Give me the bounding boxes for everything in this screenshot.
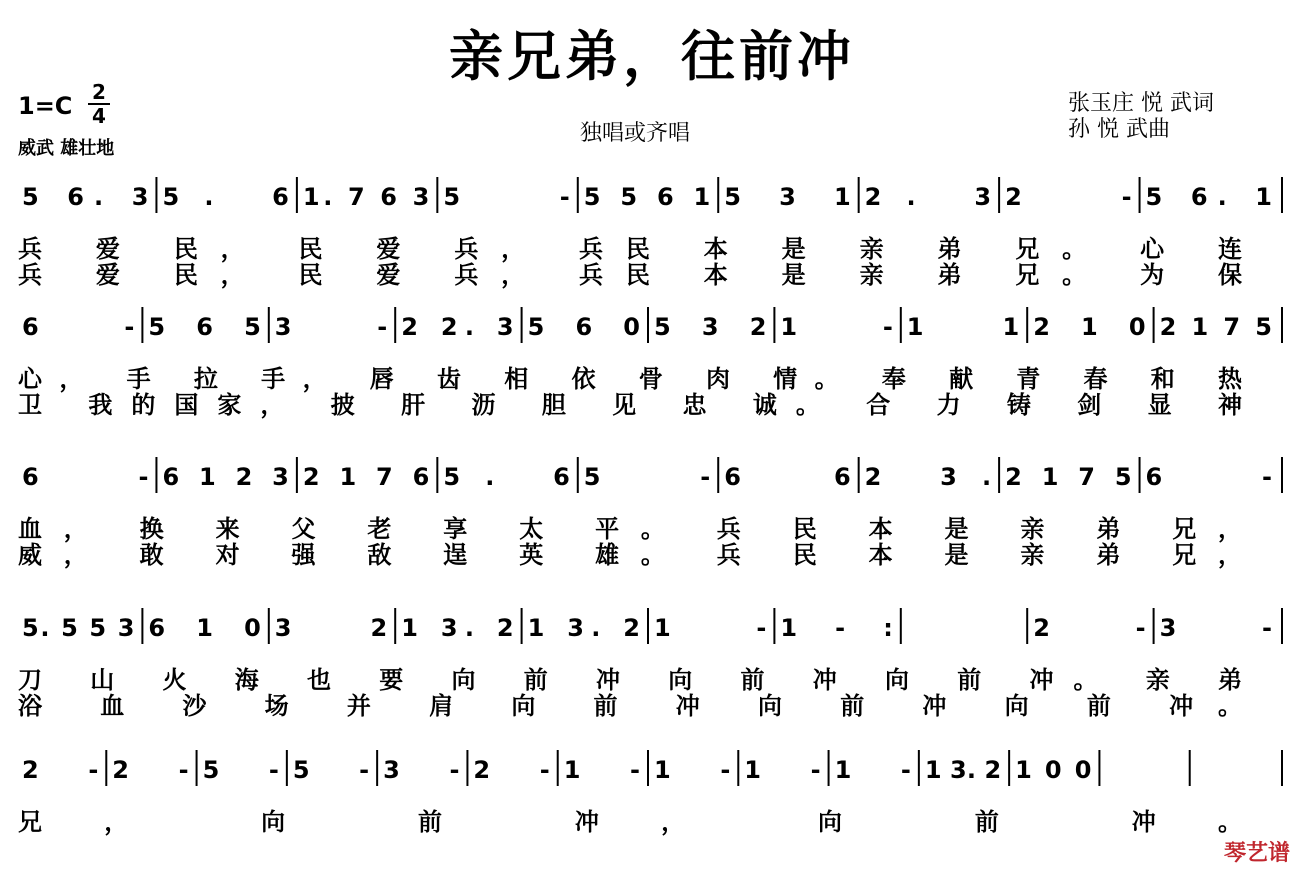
score-row xyxy=(18,177,1282,289)
lyric-line: 心， 手 拉 手， 唇 齿 相 依 骨 肉 情。 奉 献 青 春 和 热 xyxy=(18,365,1243,393)
measure-notes: 1 - xyxy=(744,756,821,784)
measure-notes: 1. 7 6 3 xyxy=(302,183,430,211)
measure-notes: 1 - xyxy=(780,313,893,341)
time-bottom: 4 xyxy=(92,104,106,128)
key-signature: 1=C xyxy=(18,92,73,120)
measure-notes: 2 - xyxy=(112,756,189,784)
measure-notes: 5 - xyxy=(292,756,370,784)
measure-notes: 1 3. 2 xyxy=(527,614,640,642)
measure-notes: 6 - xyxy=(22,463,149,491)
measure-notes: 5 6 0 xyxy=(527,313,640,341)
measure-notes: 1 - xyxy=(834,756,911,784)
score-row xyxy=(18,457,1282,569)
measure-notes: 2 1 7 5 xyxy=(1005,463,1132,491)
tempo-marking: 威武 雄壮地 xyxy=(18,138,115,159)
measure-notes: 2 2. 3 xyxy=(401,313,514,341)
measure-notes: 1 - xyxy=(563,756,640,784)
lyric-line: 兄， 向 前 冲， 向 前 冲。 xyxy=(18,808,1242,836)
page-title: 亲兄弟，往前冲 xyxy=(449,25,855,88)
measure-notes: 1 - : xyxy=(780,614,893,642)
score-row xyxy=(18,608,1282,720)
measure-notes: 1 - xyxy=(654,614,767,642)
lyric-line: 兵 爱 民， 民 爱 兵， 兵民 本 是 亲 弟 兄。 为 保 xyxy=(18,261,1242,289)
measure-notes: 2 - xyxy=(1005,183,1132,211)
measure-notes: 2 - xyxy=(22,756,99,784)
measure-notes: 5 5 6 1 xyxy=(583,183,711,211)
measure-notes: 5 6. 1 xyxy=(1145,183,1272,211)
watermark-logo: 琴艺谱 xyxy=(1223,841,1290,866)
measure-notes: 2 - xyxy=(473,756,550,784)
measure-notes: 6 6 xyxy=(724,463,851,491)
measure-notes: 1 1 xyxy=(906,313,1020,341)
measure-notes: 2 1 0 xyxy=(1033,313,1146,341)
measure-notes: 5. 6 xyxy=(443,463,570,491)
measure-notes: 6 - xyxy=(22,313,135,341)
measure-notes: 3 - xyxy=(274,313,388,341)
lyric-line: 血， 换 来 父 老 享 太 平。 兵 民 本 是 亲 弟 兄， xyxy=(18,515,1243,543)
performance-note: 独唱或齐唱 xyxy=(580,121,691,146)
measure-notes: 2 1 7 6 xyxy=(302,463,430,491)
lyric-line: 兵 爱 民， 民 爱 兵， 兵民 本 是 亲 弟 兄。 心 连 xyxy=(18,235,1242,263)
measure-notes: 6 - xyxy=(1145,463,1272,491)
measure-notes: 5. 5 5 3 xyxy=(22,614,135,642)
measure-notes: 5. 6 xyxy=(162,183,289,211)
score-row xyxy=(18,750,1282,836)
lyric-line: 威， 敢 对 强 敌 逞 英 雄。 兵 民 本 是 亲 弟 兄， xyxy=(18,541,1243,569)
measure-notes: 6 1 2 3 xyxy=(162,463,289,491)
lyricist-credit: 张玉庄 悦 武词 xyxy=(1068,91,1214,116)
measure-notes: 3 - xyxy=(383,756,460,784)
measure-notes: 1 3. 2 xyxy=(401,614,514,642)
measure-notes: 3 2 xyxy=(274,614,388,642)
score-row xyxy=(18,307,1282,419)
measure-notes: 5 6 5 xyxy=(148,313,261,341)
measure-notes: 5 - xyxy=(443,183,570,211)
measure-notes: 5 - xyxy=(583,463,711,491)
composer-credit: 孙 悦 武曲 xyxy=(1068,117,1170,142)
lyric-line: 浴 血 沙 场 并 肩 向 前 冲 向 前 冲 向 前 冲。 xyxy=(18,692,1242,720)
measure-notes: 2 3. xyxy=(864,463,992,491)
measure-notes: 2. 3 xyxy=(864,183,992,211)
lyric-line: 卫 我的国家， 披 肝 沥 胆 见 忠 诚。 合 力 铸 剑 显 神 xyxy=(18,391,1242,419)
measure-notes: 3 - xyxy=(1159,614,1272,642)
measure-notes: 5 - xyxy=(202,756,279,784)
measure-notes: 1 3. 2 xyxy=(924,756,1002,784)
measure-notes: 5 3 2 xyxy=(654,313,767,341)
time-top: 2 xyxy=(92,80,106,104)
measure-notes: 5 6. 3 xyxy=(22,183,149,211)
measure-notes: 5 3 1 xyxy=(724,183,851,211)
measure-notes: 6 1 0 xyxy=(148,614,261,642)
measure-notes: 1 - xyxy=(654,756,731,784)
measure-notes: 2 1 7 5 xyxy=(1159,313,1272,341)
measure-notes: 1 0 0 xyxy=(1015,756,1092,784)
lyric-line: 刀 山 火 海 也 要 向 前 冲 向 前 冲 向 前 冲。 亲 弟 xyxy=(18,666,1242,694)
measure-notes: 2 - xyxy=(1033,614,1146,642)
